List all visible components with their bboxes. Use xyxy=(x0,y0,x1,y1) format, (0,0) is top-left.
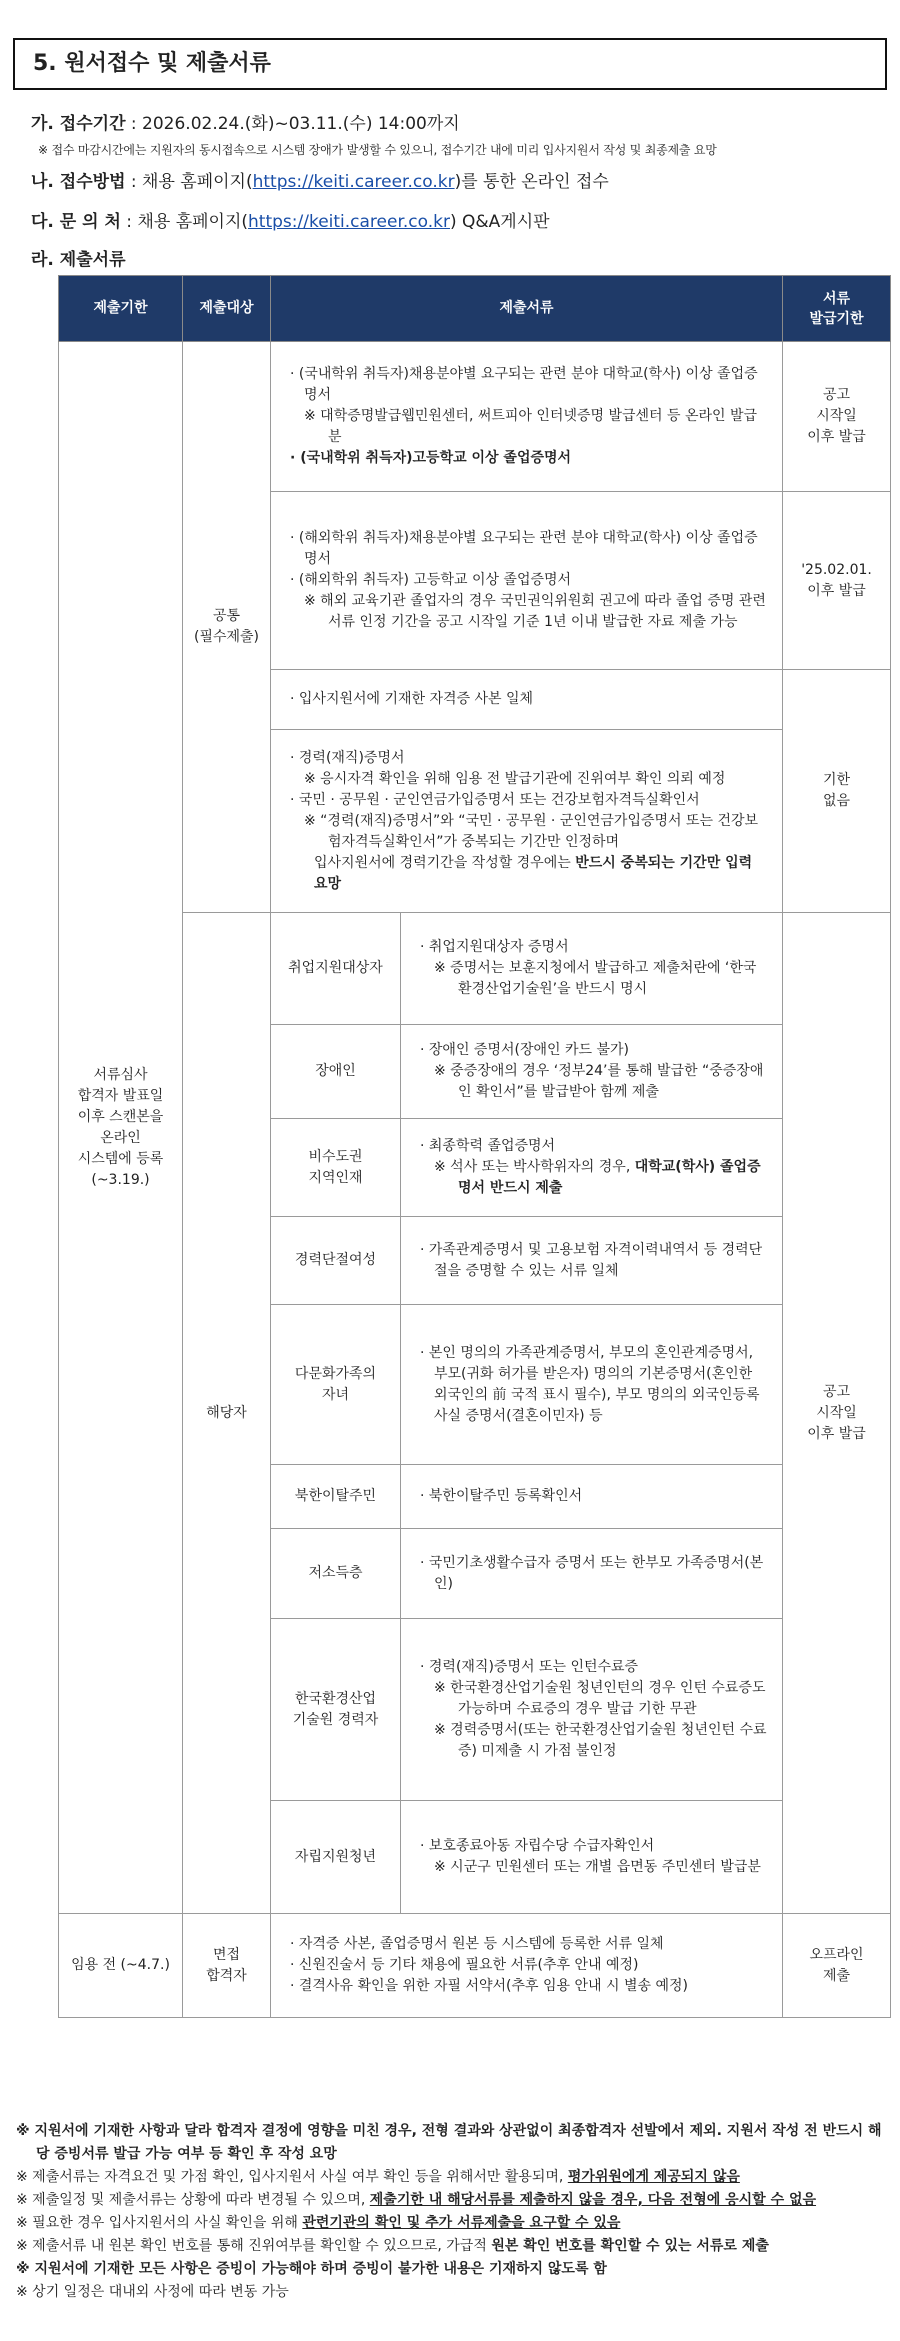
doc-line: ※ 경력증명서(또는 한국환경산업기술원 청년인턴 수료증) 미제출 시 가점 불인정 xyxy=(434,1722,767,1759)
doc-line: · 취업지원대상자 증명서 xyxy=(420,939,569,955)
doc-line: · 최종학력 졸업증명서 xyxy=(420,1138,556,1154)
method-label: 나. 접수방법 xyxy=(31,172,126,192)
sub-target: 장애인 xyxy=(271,1025,401,1119)
applicable-target-cell: 해당자 xyxy=(183,913,271,1914)
documents-table xyxy=(58,275,891,2018)
footnote-text: ※ 제출일정 및 제출서류는 상황에 따라 변경될 수 있으며, xyxy=(16,2192,370,2208)
doc-cell xyxy=(271,1914,783,2018)
docs-label-line xyxy=(31,248,126,272)
contact-label: 다. 문 의 처 xyxy=(31,212,121,232)
doc-cell xyxy=(401,1305,783,1465)
footnote-emphasis: 평가위원에게 제공되지 않음 xyxy=(567,2169,740,2185)
issue-cell: 공고 시작일 이후 발급 xyxy=(783,342,891,492)
footnote-text: ※ 제출서류는 자격요건 및 가점 확인, 입사지원서 사실 여부 확인 등을 위해서만 활용되며, xyxy=(16,2169,568,2185)
doc-line: · (국내학위 취득자)고등학교 이상 졸업증명서 xyxy=(290,450,572,466)
doc-line: · 경력(재직)증명서 또는 인턴수료증 xyxy=(420,1659,639,1675)
doc-line: ※ 한국환경산업기술원 청년인턴의 경우 인턴 수료증도 가능하며 수료증의 경우 발급 기한 무관 xyxy=(434,1680,766,1717)
common-target-cell: 공통 (필수제출) xyxy=(183,342,271,913)
doc-cell xyxy=(401,1619,783,1801)
sub-target: 비수도권 지역인재 xyxy=(271,1119,401,1217)
doc-line: ※ “경력(재직)증명서”와 “국민 · 공무원 · 군인연금가입증명서 또는 건강보험자격득실확인서”가 중복되는 기간만 인정하며 xyxy=(304,812,759,850)
sub-target: 다문화가족의 자녀 xyxy=(271,1305,401,1465)
header-issue-period: 서류 발급기한 xyxy=(783,276,891,342)
footnote-text: ※ 상기 일정은 대내외 사정에 따라 변동 가능 xyxy=(16,2284,289,2300)
section-title: 5. 원서접수 및 제출서류 xyxy=(13,38,887,90)
doc-cell xyxy=(271,730,783,913)
footnote-text: ※ 필요한 경우 입사지원서의 사실 확인을 위해 xyxy=(16,2215,303,2231)
doc-line: · 자격증 사본, 졸업증명서 원본 등 시스템에 등록한 서류 일체 xyxy=(290,1936,664,1952)
doc-line: · (해외학위 취득자)채용분야별 요구되는 관련 분야 대학교(학사) 이상 졸업증명서 xyxy=(290,530,758,567)
sub-target: 자립지원청년 xyxy=(271,1801,401,1914)
interview-target-cell: 면접 합격자 xyxy=(183,1914,271,2018)
doc-line xyxy=(420,1157,769,1199)
header-deadline: 제출기한 xyxy=(59,276,183,342)
doc-line: · (해외학위 취득자) 고등학교 이상 졸업증명서 xyxy=(290,572,572,588)
sub-target: 북한이탈주민 xyxy=(271,1465,401,1529)
doc-line: ※ 해외 교육기관 졸업자의 경우 국민권익위원회 권고에 따라 졸업 증명 관련 서류 인정 기간을 공고 시작일 기준 1년 이내 발급한 자료 제출 가능 xyxy=(304,593,766,630)
footnote-emphasis: 관련기관의 확인 및 추가 서류제출을 요구할 수 있음 xyxy=(302,2215,621,2231)
doc-emphasis: 반드시 중복되는 기간만 입력 요망 xyxy=(314,854,753,892)
table-row xyxy=(59,913,891,1025)
doc-line: · 본인 명의의 가족관계증명서, 부모의 혼인관계증명서, 부모(귀화 허가를 받은자) 명의의 기본증명서(혼인한 외국인의 前 국적 표시 필수), 부모 명의의 외국인등록사실 증명서(결혼이민자) 등 xyxy=(420,1344,760,1424)
contact-line xyxy=(31,210,550,234)
footnote-emphasis: 제출기한 내 해당서류를 제출하지 않을 경우, 다음 전형에 응시할 수 없음 xyxy=(369,2192,817,2208)
doc-line: · 국민기초생활수급자 증명서 또는 한부모 가족증명서(본인) xyxy=(420,1554,764,1592)
doc-cell xyxy=(401,1119,783,1217)
issue-cell: 기한 없음 xyxy=(783,670,891,913)
header-target: 제출대상 xyxy=(183,276,271,342)
table-row xyxy=(59,1914,891,2018)
period-label: 가. 접수기간 xyxy=(31,114,126,134)
doc-cell xyxy=(401,1465,783,1529)
footnotes xyxy=(16,2120,886,2304)
sub-target: 취업지원대상자 xyxy=(271,913,401,1025)
period-line xyxy=(31,112,460,136)
sub-target: 경력단절여성 xyxy=(271,1217,401,1305)
header-documents: 제출서류 xyxy=(271,276,783,342)
doc-emphasis: 대학교(학사) 졸업증명서 반드시 제출 xyxy=(458,1159,761,1196)
docs-label: 라. 제출서류 xyxy=(31,250,126,270)
doc-cell xyxy=(271,670,783,730)
doc-line: · (국내학위 취득자)채용분야별 요구되는 관련 분야 대학교(학사) 이상 졸업증명서 xyxy=(290,366,758,403)
footnote xyxy=(16,2258,886,2281)
footnote xyxy=(16,2212,886,2235)
footnote xyxy=(16,2189,886,2212)
footnote-text: ※ 지원서에 기재한 모든 사항은 증빙이 가능해야 하며 증빙이 불가한 내용은 기재하지 않도록 함 xyxy=(16,2261,607,2277)
footnote-emphasis: 원본 확인 번호를 확인할 수 있는 서류로 제출 xyxy=(491,2238,769,2254)
doc-cell xyxy=(271,342,783,492)
period-value: : 2026.02.24.(화)~03.11.(수) 14:00까지 xyxy=(125,114,460,134)
doc-text: ※ 석사 또는 박사학위자의 경우, xyxy=(434,1159,635,1175)
doc-text: 입사지원서에 경력기간을 작성할 경우에는 xyxy=(314,854,576,871)
doc-line: ※ 증명서는 보훈지청에서 발급하고 제출처란에 ‘한국환경산업기술원’을 반드시 명시 xyxy=(434,960,757,997)
doc-line: ※ 중증장애의 경우 ‘정부24’를 통해 발급한 “중증장애인 확인서”를 발급받아 함께 제출 xyxy=(434,1063,764,1100)
homepage-link[interactable]: https://keiti.career.co.kr xyxy=(252,172,455,192)
doc-line: · 가족관계증명서 및 고용보험 자격이력내역서 등 경력단절을 증명할 수 있는 서류 일체 xyxy=(420,1241,763,1279)
issue-cell: 공고 시작일 이후 발급 xyxy=(783,913,891,1914)
period-note: ※ 접수 마감시간에는 지원자의 동시접속으로 시스템 장애가 발생할 수 있으니, 접수기간 내에 미리 입사지원서 작성 및 최종제출 요망 xyxy=(38,143,717,157)
doc-line: · 결격사유 확인을 위한 자필 서약서(추후 임용 안내 시 별송 예정) xyxy=(290,1978,688,1994)
deadline-cell: 서류심사 합격자 발표일 이후 스캔본을 온라인 시스템에 등록 (~3.19.) xyxy=(59,342,183,1914)
doc-line: ※ 응시자격 확인을 위해 임용 전 발급기관에 진위여부 확인 의뢰 예정 xyxy=(304,770,726,787)
doc-cell xyxy=(401,913,783,1025)
doc-cell xyxy=(401,1217,783,1305)
table-header-row xyxy=(59,276,891,342)
deadline-cell-interview: 임용 전 (~4.7.) xyxy=(59,1914,183,2018)
doc-cell xyxy=(271,492,783,670)
contact-post: ) Q&A게시판 xyxy=(449,212,550,232)
table-row xyxy=(59,342,891,492)
doc-line: · 장애인 증명서(장애인 카드 불가) xyxy=(420,1042,629,1058)
footnote xyxy=(16,2235,886,2258)
doc-cell xyxy=(401,1529,783,1619)
footnote xyxy=(16,2281,886,2304)
doc-line: ※ 시군구 민원센터 또는 개별 읍면동 주민센터 발급분 xyxy=(434,1859,761,1875)
footnote-text: ※ 지원서에 기재한 사항과 달라 합격자 결정에 영향을 미친 경우, 전형 결과와 상관없이 최종합격자 선발에서 제외. 지원서 작성 전 반드시 해당 증빙서류 발급 가능 여부 등 확인 후 작성 요망 xyxy=(16,2123,882,2162)
footnote xyxy=(16,2166,886,2189)
issue-cell: '25.02.01. 이후 발급 xyxy=(783,492,891,670)
doc-line: · 경력(재직)증명서 xyxy=(290,749,405,766)
method-line xyxy=(31,170,609,194)
method-post: )를 통한 온라인 접수 xyxy=(454,172,609,192)
sub-target: 한국환경산업 기술원 경력자 xyxy=(271,1619,401,1801)
doc-cell xyxy=(401,1025,783,1119)
doc-line: · 북한이탈주민 등록확인서 xyxy=(420,1488,583,1504)
issue-cell: 오프라인 제출 xyxy=(783,1914,891,2018)
contact-pre: : 채용 홈페이지( xyxy=(120,212,249,232)
method-pre: : 채용 홈페이지( xyxy=(125,172,253,192)
footnote-text: ※ 제출서류 내 원본 확인 번호를 통해 진위여부를 확인할 수 있으므로, 가급적 xyxy=(16,2238,492,2254)
footnote xyxy=(16,2120,886,2166)
doc-line: · 국민 · 공무원 · 군인연금가입증명서 또는 건강보험자격득실확인서 xyxy=(290,791,700,808)
doc-cell xyxy=(401,1801,783,1914)
contact-link[interactable]: https://keiti.career.co.kr xyxy=(248,212,450,232)
doc-line: · 보호종료아동 자립수당 수급자확인서 xyxy=(420,1838,655,1854)
doc-line xyxy=(290,853,769,895)
doc-line: · 입사지원서에 기재한 자격증 사본 일체 xyxy=(290,691,534,707)
doc-line: · 신원진술서 등 기타 채용에 필요한 서류(추후 안내 예정) xyxy=(290,1957,639,1973)
sub-target: 저소득층 xyxy=(271,1529,401,1619)
doc-line: ※ 대학증명발급웹민원센터, 써트피아 인터넷증명 발급센터 등 온라인 발급분 xyxy=(304,408,758,445)
